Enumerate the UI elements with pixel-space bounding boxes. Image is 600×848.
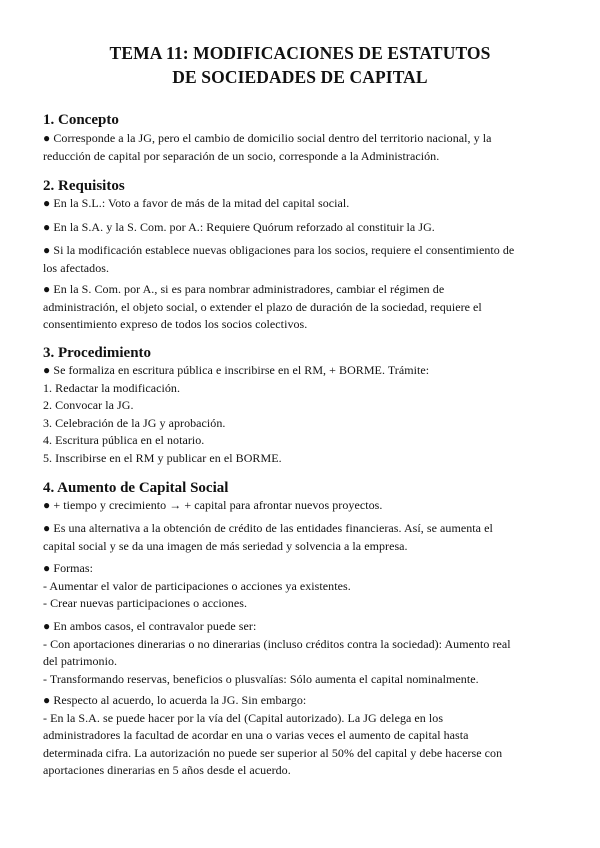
list-item: 1. Redactar la modificación. xyxy=(43,380,181,395)
text-line: del patrimonio. xyxy=(43,654,118,669)
text-line: determinada cifra. La autorización no puede ser superior al 50% del capital y debe hacerse con xyxy=(43,745,503,760)
list-item: 5. Inscribirse en el RM y publicar en el BORME. xyxy=(43,450,282,465)
text-line: administración, el objeto social, o extender el plazo de duración de la sociedad, requiere el xyxy=(43,299,482,314)
text-line: ● En ambos casos, el contravalor puede ser: xyxy=(43,619,257,633)
paragraph-acuerdo xyxy=(43,692,563,780)
list-item: - Con aportaciones dinerarias o no dinerarias (incluso créditos contra la sociedad): Aumento real xyxy=(43,636,511,651)
list-item: 2. Convocar la JG. xyxy=(43,398,134,413)
title-line-1: TEMA 11: MODIFICACIONES DE ESTATUTOS xyxy=(109,43,491,63)
text-line: ● En la S. Com. por A., si es para nombrar administradores, cambiar el régimen de xyxy=(43,282,445,296)
text-line: administradores la facultad de acordar en una o varias veces el aumento de capital hasta xyxy=(43,728,469,743)
paragraph-requisito-sl xyxy=(43,195,563,213)
section-heading-aumento-capital: 4. Aumento de Capital Social xyxy=(43,480,229,496)
title-line-2: DE SOCIEDADES DE CAPITAL xyxy=(172,67,428,87)
text-line: consentimiento expreso de todos los socios colectivos. xyxy=(43,317,308,332)
text-line: capital social y se da una imagen de más seriedad y solvencia a la empresa. xyxy=(43,538,408,553)
section-heading-requisitos: 2. Requisitos xyxy=(43,178,125,194)
text-line: ● Es una alternativa a la obtención de crédito de las entidades financieras. Así, se aumenta el xyxy=(43,521,493,535)
text-line: ● Corresponde a la JG, pero el cambio de domicilio social dentro del territorio nacional, y la xyxy=(43,131,492,145)
paragraph-requisito-obligaciones xyxy=(43,242,563,277)
text-line: ● Se formaliza en escritura pública e inscribirse en el RM, + BORME. Trámite: xyxy=(43,363,430,377)
list-item: 4. Escritura pública en el notario. xyxy=(43,433,205,448)
text-line: ● En la S.A. y la S. Com. por A.: Requiere Quórum reforzado al constituir la JG. xyxy=(43,220,435,234)
paragraph-aumento-intro xyxy=(43,497,563,515)
paragraph-contravalor xyxy=(43,618,563,688)
text-line: los afectados. xyxy=(43,260,110,275)
paragraph-requisito-sa xyxy=(43,219,563,237)
document-title xyxy=(0,41,600,89)
list-item: - Crear nuevas participaciones o acciones. xyxy=(43,596,248,611)
paragraph-formas xyxy=(43,560,563,613)
paragraph-concepto xyxy=(43,130,563,165)
list-item: - Transformando reservas, beneficios o plusvalías: Sólo aumenta el capital nominalmente. xyxy=(43,671,479,686)
paragraph-alternativa-credito xyxy=(43,520,563,555)
text-line: ● En la S.L.: Voto a favor de más de la mitad del capital social. xyxy=(43,196,350,210)
section-heading-concepto: 1. Concepto xyxy=(43,112,119,128)
list-item: - Aumentar el valor de participaciones o acciones ya existentes. xyxy=(43,578,351,593)
text-line: ● + tiempo y crecimiento → + capital para afrontar nuevos proyectos. xyxy=(43,498,383,512)
section-heading-procedimiento: 3. Procedimiento xyxy=(43,345,152,361)
list-item: - En la S.A. se puede hacer por la vía del (Capital autorizado). La JG delega en los xyxy=(43,710,444,725)
paragraph-requisito-scom xyxy=(43,281,563,334)
text-line: reducción de capital por separación de un socio, corresponde a la Administración. xyxy=(43,148,440,163)
text-line: ● Respecto al acuerdo, lo acuerda la JG. Sin embargo: xyxy=(43,693,307,707)
text-line: ● Formas: xyxy=(43,561,94,575)
text-line: aportaciones dinerarias en 5 años desde el acuerdo. xyxy=(43,763,291,778)
paragraph-procedimiento xyxy=(43,362,563,468)
text-line: ● Si la modificación establece nuevas obligaciones para los socios, requiere el consentimiento de xyxy=(43,243,515,257)
list-item: 3. Celebración de la JG y aprobación. xyxy=(43,415,226,430)
